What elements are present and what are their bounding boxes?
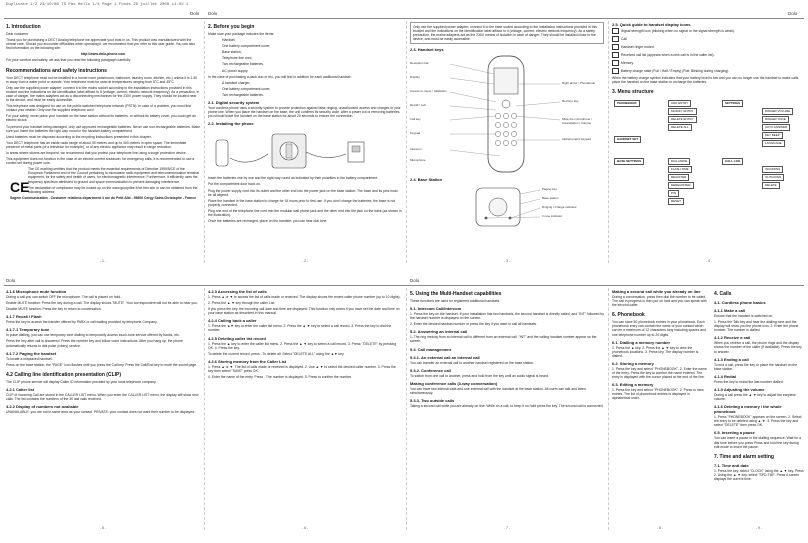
menu-node: SETTINGS: [722, 100, 743, 107]
icon-row: [612, 60, 806, 66]
menu-node: INCOMING: [762, 166, 783, 173]
step: Put the compartment door back on.: [208, 182, 261, 187]
page-8: [610, 286, 710, 530]
paragraph: To delete the current record, press . To delete all: Select "DELETE ALL" using the ▲▼ key.: [208, 351, 345, 356]
paragraph: For your comfort and safety, we ask that you read the following paragraph carefully:: [6, 58, 132, 63]
paragraph: Used batteries must be disposed according to the recycling instructions presented in this chapter.: [6, 134, 152, 139]
paragraph: You can have two internal calls and one external call with the handset at the base station. All users can talk and listen simultaneously.: [410, 386, 586, 395]
icon-row: [612, 44, 806, 50]
subsection-title: 4.2.5 Deleting caller list record: [208, 335, 266, 341]
menu-node: PHONEBOOK: [614, 100, 640, 107]
paragraph: Thank you for purchasing a DECT Analog telephone we appreciate your trust in us. This product was manufactured with the utmost care. Should you encounter difficulties when operating it, we recommend that you refer to this user guide. You can also find information on the following site:: [6, 38, 195, 51]
paragraph: 1. Press the Talk key and hear the dialling tone and the display will show you the phone icon. 2. Enter the phone number. The number is dialled.: [714, 320, 799, 333]
section-title: 1. Introduction: [6, 24, 41, 30]
handset-keys-diagram: [410, 54, 604, 174]
paragraph: 1. Press the key on the handset. If your installation has two handsets, the second handset is directly called, and "INT" followed by the handset number is displayed on the screen.: [410, 312, 604, 321]
paragraph: 1. Press the key and select "PHONEBOOK". 2. Enter the name of the entry. Press the key to confirm the name entered. The entry is displayed with the cursor placed at the end of the line.: [612, 366, 707, 380]
menu-node: DELETE: [762, 182, 780, 189]
brand-label: Dolo: [190, 11, 200, 16]
menu-node: DELETE ENTRY: [668, 116, 697, 123]
paragraph: Press the key to access the transfer offered by PABX or call waiting provided by telephone Company.: [6, 320, 158, 325]
paragraph: When the battery charge symbol indicates that your battery level is low and you can no longer use the handset to make calls, place the handset on the base station to recharge the batteries.: [612, 76, 800, 85]
subsection-title: 4.1.7.2 Paging the handset: [6, 350, 57, 356]
subsection-title: 4.2.3 Accessing the list of calls: [208, 289, 267, 294]
bottom-sheet: [0, 276, 808, 538]
icon-row: [612, 36, 806, 42]
base-station-diagram: [410, 184, 604, 228]
subsection-title: 4.2.2 Display of numbers not available: [6, 404, 79, 410]
subsection-title: 6.3. Editing a memory: [612, 382, 654, 388]
ce-mark: CE: [10, 179, 30, 195]
menu-node: DIAL MODE: [668, 158, 690, 165]
phone-installation-drawing: [208, 128, 398, 174]
paragraph: Only use the supplied power adapter; connect it to the mains socket according to the installation instructions provided in this booklet and the indications on the identification label affixed to it (voltage, current, electric network frequency). As a precaution, in case of danger, the mains adapters act as a disconnecting mechanism for the 230V power supply. They should be located near to the device, and must be easily accessible.: [6, 85, 200, 103]
subsection-title: 5.1. Intercom Call/Intercom: [410, 306, 462, 312]
page-4: [610, 19, 808, 263]
subsection-title: 4.1. Cordless phone basics: [714, 300, 766, 305]
subsection-title: Making conference calls (3-way conversation): [410, 380, 498, 386]
list-item: One battery compartment cover,: [222, 86, 271, 91]
subsection-title: 2.1. Digital security system: [208, 100, 260, 106]
paragraph: During a call press the ▲ ▼ key to adjust the earpiece volume.: [714, 392, 796, 402]
installation-illustration: [208, 128, 402, 174]
paragraph: To locate a misplaced handset:: [6, 356, 53, 361]
fold-line: [406, 288, 407, 530]
print-line: Duplicate 1/2 23/10/06 75 Pas Hello 1/4 Page 1 Fonds 29 juillet 2008 11:02 1: [6, 3, 189, 7]
icon-row: [612, 28, 806, 34]
paragraph: To end a call, press the key or place the handset on the base station.: [714, 362, 798, 371]
fold-line: [406, 21, 407, 263]
address: Sagem Communication - Customer relations department 4 rue du Petit Albi - 95800 Cergy Saint-Christophe - France: [9, 195, 197, 200]
paragraph: The CLIP phone service will display Caller ID information provided by your local telephone company.: [6, 379, 157, 384]
menu-structure-diagram: [612, 98, 806, 208]
paragraph: 1. Press the ▲ key to enter the caller list menu. 2. Press the ▲ ▼ key to select a call record. 3. Press: "DELETE" by pressing OK. 4. Press the key.: [208, 341, 397, 350]
subsection-title: 5.3.2. Conference call: [410, 367, 451, 373]
paragraph: Your DECT telephone has an inside radio range of about 50 metres and up to 300 metres in open space. The immediate presence of metal parts (of a television for example), or of any electric appliance may result in range reduction.: [6, 140, 187, 149]
list-item: Handset,: [222, 38, 236, 43]
page-2: [206, 19, 404, 263]
list-item: A handset charger,: [222, 80, 251, 85]
step: Plug one end of the telephone line cord into the modular wall phone jack and the other end into the jack on the base (as shown in the illustration).: [208, 208, 402, 217]
fold-line: [204, 21, 205, 263]
paragraph: For your safety, never place your handset on the base station without its batteries, or without its battery cover, you could get an electric shock.: [6, 114, 196, 123]
paragraph: The CE marking certifies that the product meets the essential requirements of Directive 1999/5/CE of the European Parliament and of the Council pertaining to microwave radio equipment and telecommunication terminal equipment, for the safety and health of users, for electromagnetic interference. Furthermore, it efficiently uses the frequency spectrum attributed to ground and space communication to prevent damaging interference.: [28, 167, 199, 184]
base-label: Base station: [542, 196, 559, 201]
subsection-title: 6.5. Inserting a pause: [714, 430, 755, 436]
page-9: [712, 286, 806, 530]
menu-node: RESET: [668, 198, 684, 205]
menu-node: LANGUAGE: [762, 140, 785, 147]
menu-node: BASE SETTINGS: [614, 158, 644, 165]
fold-line: [204, 288, 205, 530]
section-title: 5. Using the Multi-Handset capabilities: [410, 291, 502, 297]
key-label: Display: [410, 75, 420, 80]
paragraph: This telephone was designed for use on the public switched telephone network (PSTN). In case of a problem, you must first contact your retailer. Only use the supplied telephone cord.: [6, 104, 192, 113]
paragraph: 2. Press the ▲ ▼ key through the caller List.: [208, 301, 276, 306]
list-item: Base station,: [222, 50, 242, 55]
subsection-title: 7.1. Time and date: [714, 462, 749, 468]
ringer-muted-icon: [612, 44, 619, 50]
icon-desc: Signal strength icon (blinking when no signal or the signal strength is weak).: [621, 28, 735, 33]
key-label: Recall / Left: [410, 103, 426, 108]
icon-row: [612, 52, 806, 58]
paragraph: In the case of purchasing a pack duo or trio, you will find in addition for each additional handset:: [208, 74, 352, 79]
key-label: Reception bar: [410, 61, 429, 66]
paragraph: 1. Press the key and select "PHONEBOOK". 2. Press to view entries. The list of phonebook entries is displayed in alphabetical order.: [612, 388, 704, 401]
subsection-title: 5.3.3. Two outside calls: [410, 397, 455, 403]
section-title: 7. Time and alarm setting: [714, 453, 774, 460]
subsection-title: 4.1.2 Receive a call: [714, 335, 751, 341]
section-title: 3. Menu structure: [612, 89, 654, 96]
menu-node: RINGER TONE: [762, 116, 789, 123]
section-title: 6. Phonebook: [612, 312, 645, 319]
list-item: Two rechargeable batteries,: [222, 62, 264, 67]
subsection-title: 5.3.1. An external call an internal call: [410, 354, 480, 360]
base-label: Ringing / Charge indicator: [542, 205, 577, 210]
step: Insert the batteries one by one and the right way round as indicated by their polarities in the battery compartment.: [208, 176, 379, 181]
icon-desc: Battery charge state (Full / Half / Empty) (Flat: Blinking during charging).: [621, 68, 730, 73]
paragraph: 2. Enter the desired handset number or press the key if you want to call all handsets.: [410, 322, 538, 327]
fold-line: [608, 288, 609, 530]
list-item: Telephone line cord,: [222, 56, 253, 61]
paragraph: 1. Press ▲ or ▼. The list of calls made or received is displayed. 2. Use ▲ ▼ to select the desired caller number. 3. Press the key then select "SAVE" press OK.: [208, 364, 396, 373]
paragraph: You can store 50 phonebook entries in your phonebook. Each phonebook entry can contain the name of your contact which can be a maximum of 12 characters long including spaces and one telephone number up to 24 digits.: [612, 320, 706, 337]
step: Plug the power supply cord into its outlet and the other end into the power jack on the base station. The base and its pins must be all aligned.: [208, 188, 398, 197]
paragraph: 1. Press "PHONEBOOK" appears on the screen. 2. Select the entry to be deleted using ▲ ▼. 3. Press the key and select "DELETE" then press OK.: [714, 415, 802, 428]
page-number: - 4 -: [705, 259, 713, 263]
key-label: Keypad: [410, 131, 421, 136]
section-title: 2. Before you begin: [208, 24, 255, 30]
list-item: AC power supply.: [222, 68, 249, 73]
page-number: - 3 -: [503, 259, 511, 263]
top-sheet: [0, 3, 808, 271]
menu-node: REGISTER: [668, 174, 689, 181]
paragraph: These functions are used for registered additional handsets.: [410, 299, 501, 303]
menu-node: HANDSET SET: [614, 136, 641, 143]
key-label: Call key: [410, 117, 421, 122]
base-label: In use indicator: [542, 214, 563, 219]
menu-node: DEREGISTER: [668, 182, 694, 189]
section-title: 4. Calls: [714, 291, 732, 297]
brand-label: Dolo: [410, 278, 420, 283]
paragraph: Disable MUTE function: Press the key to return to conversation.: [6, 307, 102, 312]
key-label: Intercom: [410, 147, 422, 152]
base-label: Paging key: [542, 187, 557, 192]
page-number: - 9 -: [755, 526, 763, 530]
menu-node: MODIFY ENTRY: [668, 108, 697, 115]
paragraph: In areas where storms are frequent, we recommend that you protect your telephone line using a surge protection device.: [6, 150, 187, 155]
paragraph: In pulse dialling, you can use temporary tone dialling to temporarily access touch-tone service offered by banks, etc.: [6, 333, 180, 338]
subsection-title: 5.2. Answering an internal call: [410, 329, 468, 335]
paragraph: Your cordless phone uses a security system to provide protection against false ringing, unauthorised access and charges to your phone line. When you place the handset on the base, the unit confirms its security code. After a power cut or removing batteries, you should leave the handset on the base station for about 20 seconds to ensure the connection.: [208, 106, 401, 119]
icon-row: [612, 68, 806, 74]
site-link[interactable]: http://www.dolo-phone.com: [80, 52, 126, 57]
caller-list-icon: [612, 52, 619, 58]
list-item: Two rechargeable batteries.: [222, 92, 264, 97]
menu-node: CALL LOG: [722, 158, 743, 165]
page-number: - 5 -: [99, 526, 107, 530]
paragraph: During a conversation, press then dial the number to be called. The call in progress is then put on hold and you can speak with the second caller.: [612, 295, 707, 308]
menu-node: ADD ENTRY: [668, 100, 691, 107]
subsection-title: 5.3. Call management: [410, 346, 451, 352]
subsection-title: Making a second call while you already on line: [612, 289, 701, 294]
subsection-title: 4.1.6 Deleting a memory / the whole phonebook: [714, 404, 782, 415]
icon-desc: Call: [621, 36, 627, 41]
menu-node: PIN: [668, 190, 679, 197]
subsection-title: 4.2.1 Caller list: [6, 386, 35, 392]
paragraph: Press the key after call is answered. Press the number key and follow voice instructions. After you hang up, the phone automatically returns to dial pulse (rotary) service.: [6, 339, 183, 348]
page-1: [4, 19, 202, 263]
call-icon: [612, 36, 619, 42]
paragraph: You can transfer an external call to another handset registered on the base station.: [410, 360, 535, 365]
paragraph: This equipment does not function in the case of an electric current shutdown: for emergency calls, it is recommended to use a corded set during power cuts.: [6, 157, 195, 166]
paragraph: 4. Enter the name of the entry. Press . The number is displayed. 5. Press to confirm the number.: [208, 375, 352, 380]
warning-box: Only use the supplied power adapter; connect it to the base socket according to the installation instructions provided in this booklet and the indications on the identification label affixed to it (voltage, current, electric network frequency). As a safety precaution, the mains adapters act as the 230V means of isolation in case of danger. They should be installed close to the device, and must be easily accessible.: [410, 22, 604, 44]
paragraph: Your DECT telephone must not be installed in a humid room (washroom, bathroom, laundry room, kitchen, etc.) unless it is 1.50 m away from a water point or outside. Your telephone must be used at temperatures ranging from 5°C and 45°C.: [6, 75, 198, 84]
paragraph: CLIP of incoming Call are stored in the CALLER LIST menu. When you enter the CALLER LIST menu, the display will show new calls. The list contains the numbers of the 30 last calls received.: [6, 392, 199, 402]
subsection-title: 4.1.7 Recall / Flash: [6, 314, 42, 320]
subsection-title: 2.4. Base Station: [410, 177, 443, 183]
subsection-title: 4.1.4 Redial: [714, 373, 737, 379]
subsection-title: 4.2.4 Calling back a caller: [208, 318, 257, 324]
subsection-title: 4.1.7.1 Temporary tone: [6, 327, 50, 333]
page-number: - 2 -: [301, 259, 309, 263]
icon-desc: Memory.: [621, 60, 634, 65]
key-label: Microphone: [410, 158, 426, 163]
paragraph: Enable MUTE function: Press the key during a call. The display shows "MUTE". Your correspondent will not be able to hear you.: [6, 301, 198, 306]
paragraph: 1. The ring melody from an internal call is different from an external call. "INT" and the calling handset number appear on the screen.: [410, 335, 597, 344]
key-label: Access to menu / Validation: [410, 89, 447, 94]
paragraph: Dear customer: [6, 32, 29, 36]
key-label: Mute the microphone / Cancellation / Volume: [562, 117, 592, 126]
memory-icon: [612, 60, 619, 66]
paragraph: Press the key to redial the last number dialled.: [714, 379, 784, 384]
paragraph: If you press the key, the incoming call date and time are displayed. This function only works if you have set the date and time on your base station as described in this manual.: [208, 307, 400, 316]
section-title: Recommendations and safety instructions: [6, 67, 107, 74]
signal-icon: [612, 28, 619, 34]
page-number: - 6 -: [301, 526, 309, 530]
page-5: [4, 286, 202, 530]
section-title: 4.2 Calling line identification presentation (CLIP): [6, 371, 122, 378]
icon-desc: Received call list (appears when a new call is in the caller list).: [621, 52, 715, 57]
paragraph: Ensure that the handset is switched on.: [714, 314, 774, 318]
paragraph: To switch from one call to another, press and hold from the key until an audio signal is heard.: [410, 373, 549, 378]
handset-drawing: [410, 54, 604, 174]
key-label: Alphanumeric keypad: [562, 137, 591, 142]
brand-label: Dolo: [208, 11, 218, 16]
menu-node: RINGER VOLUME: [762, 108, 793, 115]
paragraph: Make sure your package includes the items:: [208, 32, 275, 36]
paragraph: You can insert a pause in the dialling sequence. Wait for a dial tone before you press Press and hold the key during edit mode to insert the pause.: [714, 436, 802, 449]
subsection-title: 6.1. Dialling a memory number: [612, 339, 671, 345]
menu-node: FLASH TIME: [668, 166, 692, 173]
paragraph: Press on the base station, the "PAGE" icon flashes until you press the Call key. Press the Call/End key to mute the sound page.: [6, 362, 198, 367]
paragraph: 1. Press ▲ or ▼ to access the list of calls made or received. The display shows the recent caller phone number (up to 10 digits).: [208, 295, 401, 299]
paragraph: To prevent your handset being damaged, only use approved rechargeable batteries. Never use non-rechargeable batteries. Make sure you insert the batteries the right way round in the handset battery compartment.: [6, 124, 200, 133]
page-number: - 8 -: [656, 526, 664, 530]
step: Place the handset in the base station to charge for 15 hours prior to first use. If you don't charge the batteries, the base is not properly connected.: [208, 198, 396, 207]
paragraph: Taking a second call while you are already on line: While on a call, to keep it on hold press the key. The second call is connected.: [410, 403, 604, 408]
paragraph: During a call you can switch OFF the microphone. The call is placed on hold.: [6, 295, 122, 299]
subsection-title: 2.2. Installing the phone: [208, 121, 254, 127]
brand-label: Dolo: [788, 11, 798, 16]
subsection-title: 2.5. Quick guide to handset display icons: [612, 22, 691, 27]
key-label: Red line key: [562, 99, 579, 104]
paragraph: When you receive a call, the phone rings and the display shows the number of the caller (if available). Press the key to answer.: [714, 341, 802, 354]
menu-node: KEY BEEP: [762, 132, 783, 139]
list-item: One battery compartment cover,: [222, 44, 271, 49]
paragraph: UNAVAILABLE: you are not in same area as your contact. PRIVATE: your contact does not want their number to be displayed.: [6, 410, 195, 415]
menu-node: AUTO ANSWER: [762, 124, 790, 131]
page-3: [408, 19, 606, 263]
page-6: [206, 286, 404, 530]
subsection-title: 4.1.1 Make a call: [714, 308, 746, 313]
page-number: - 7 -: [503, 526, 511, 530]
step: Once the batteries are recharged, place on the handset, you can hear dial tone.: [208, 219, 328, 224]
paragraph: 1. Press the ▲ key. 2. Press the ▲ ▼ key to view the phonebook locations. 3. Press key. The display number is dialled.: [612, 345, 699, 358]
page-7: [408, 286, 606, 530]
icon-desc: Handset ringer muted.: [621, 44, 655, 49]
subsection-title: 6.2. Storing a memory: [612, 360, 654, 366]
page-number: - 1 -: [99, 259, 107, 263]
paragraph: 1. Press the key, select "CLOCK" using the ▲ ▼ key. Press 2. Using the ▲ ▼ key, select "SPD-TIM". Press A screen displays the current time.: [714, 468, 804, 481]
fold-line: [608, 21, 609, 263]
paragraph: 1. Press the ▲▼ key to enter the caller list menu. 2. Press the ▲ ▼ key to select a call record. 3. Press the key to dial the number.: [208, 324, 392, 333]
paragraph: The declaration of compliance may be looked up on the www.groupdbe.fr/ce.htm site or can be obtained from the following address:: [28, 185, 198, 194]
subsection-title: 4.2.6 Storing memory from the Caller List: [208, 358, 287, 364]
menu-node: DELETE ALL: [668, 124, 692, 131]
subsection-title: 4.1.3 Ending a call: [714, 356, 749, 362]
subsection-title: 4.1.6 Microphone mute function: [6, 289, 67, 294]
brand-label: Dolo: [6, 278, 16, 283]
menu-node: OUTGOING: [762, 174, 784, 181]
battery-icon: [612, 68, 619, 74]
key-label: Right arrow / Phonebook: [562, 81, 596, 86]
subsection-title: 2.3. Handset keys: [410, 47, 444, 53]
subsection-title: 4.1.5 Adjusting the volume: [714, 386, 765, 392]
